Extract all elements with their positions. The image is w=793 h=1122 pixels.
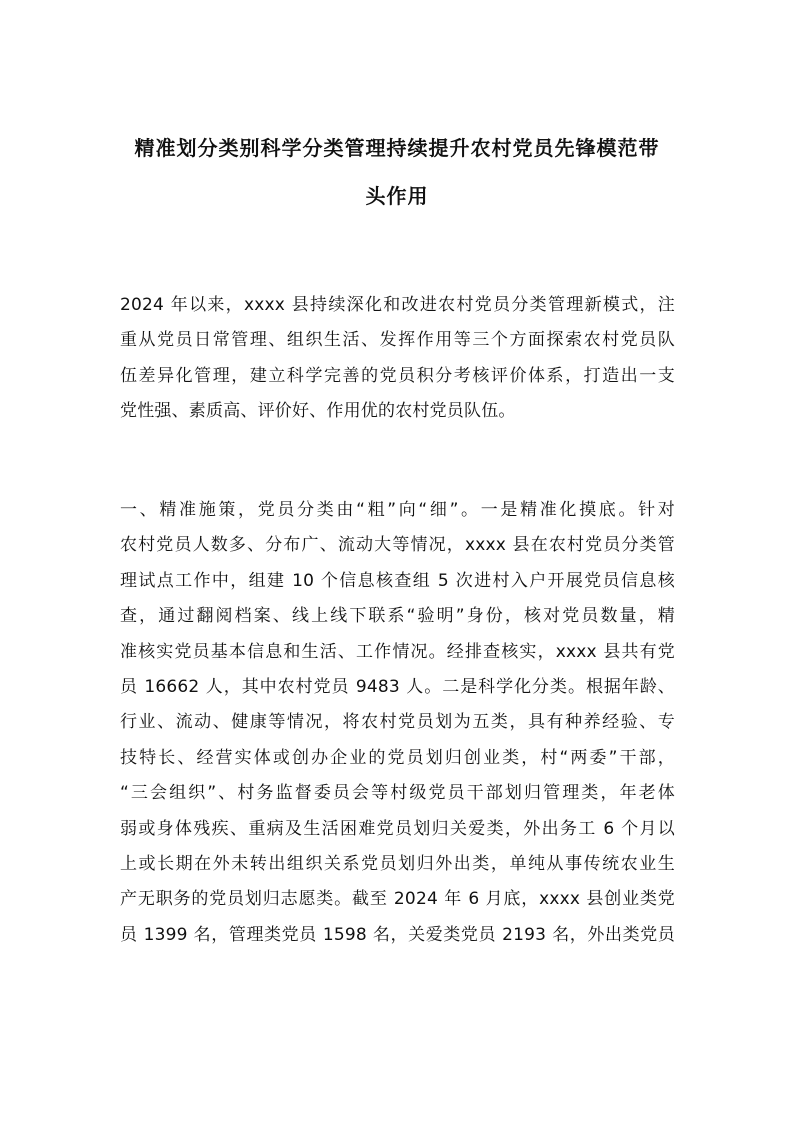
paragraph-line: 员 16662 人，其中农村党员 9483 人。二是科学化分类。根据年龄、 [120,676,675,697]
paragraph-line: 重从党员日常管理、组织生活、发挥作用等三个方面探索农村党员队 [120,330,675,351]
paragraph-line: 2024 年以来，xxxx 县持续深化和改进农村党员分类管理新模式，注 [120,295,675,315]
paragraph-line: 弱或身体残疾、重病及生活困难党员划归关爱类，外出务工 6 个月以 [120,818,675,839]
paragraph-line: 准核实党员基本信息和生活、工作情况。经排查核实，xxxx 县共有党 [120,641,675,662]
paragraph-line: 一、精准施策，党员分类由“粗”向“细”。一是精准化摸底。针对 [120,500,675,520]
intro-paragraph [120,288,675,430]
paragraph-line: “三会组织”、村务监督委员会等村级党员干部划归管理类，年老体 [120,783,675,804]
paragraph-line: 员 1399 名，管理类党员 1598 名，关爱类党员 2193 名，外出类党员 [120,924,675,945]
paragraph-line: 农村党员人数多、分布广、流动大等情况，xxxx 县在农村党员分类管 [120,535,675,556]
paragraph-line: 技特长、经营实体或创办企业的党员划归创业类，村“两委”干部， [120,747,675,768]
paragraph-line: 党性强、素质高、评价好、作用优的农村党员队伍。 [120,401,516,422]
document-title-line-2: 头作用 [365,184,429,208]
paragraph-line: 查，通过翻阅档案、线上线下联系“验明”身份，核对党员数量，精 [120,606,675,627]
document-title-line-1: 精准划分类别科学分类管理持续提升农村党员先锋模范带 [134,136,660,160]
paragraph-line: 行业、流动、健康等情况，将农村党员划为五类，具有种养经验、专 [120,712,675,733]
paragraph-line: 上或长期在外未转出组织关系党员划归外出类，单纯从事传统农业生 [120,853,675,874]
paragraph-line: 伍差异化管理，建立科学完善的党员积分考核评价体系，打造出一支 [120,365,675,386]
paragraph-line: 产无职务的党员划归志愿类。截至 2024 年 6 月底，xxxx 县创业类党 [120,889,675,910]
paragraph-line: 理试点工作中，组建 10 个信息核查组 5 次进村入户开展党员信息核 [120,570,675,591]
section-one-paragraph [120,493,675,953]
